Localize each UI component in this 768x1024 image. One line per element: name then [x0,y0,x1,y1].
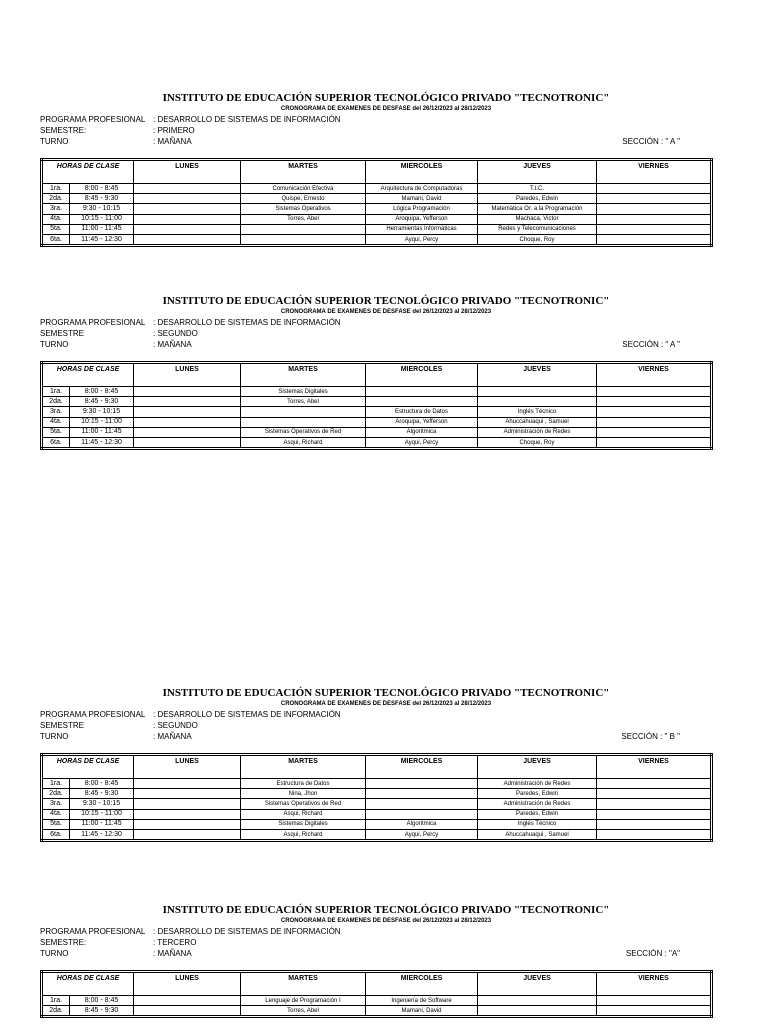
table-row [42,387,712,397]
period-number: 2da. [42,397,70,407]
cell-viernes [597,1006,712,1017]
semestre-value: : TERCERO [153,938,197,947]
semestre-value: : SEGUNDO [153,721,198,730]
cell-viernes [597,214,712,224]
cell-miercoles [366,809,478,819]
programa-value: : DESARROLLO DE SISTEMAS DE INFORMACIÓN [153,115,341,124]
cell-viernes [597,437,712,448]
cell-miercoles: Ayqui, Percy [366,829,478,840]
cell-martes [241,407,366,417]
cell-lunes [134,1006,241,1017]
period-time: 8:00 - 8:45 [70,996,134,1006]
cell-jueves: Redes y Telecomunicaciones [478,224,597,234]
cell-miercoles: Estructura de Datos [366,407,478,417]
period-time: 8:00 - 8:45 [70,779,134,789]
cell-miercoles: Lógica Programación [366,204,478,214]
cell-viernes [597,224,712,234]
cell-martes: Sistemas Digitales [241,387,366,397]
turno-value: : MAÑANA [153,340,192,349]
header-viernes: VIERNES [597,363,712,387]
header-viernes: VIERNES [597,972,712,996]
period-number: 4ta. [42,214,70,224]
table-row [42,184,712,194]
period-number: 1ra. [42,387,70,397]
period-time: 11:45 - 12:30 [70,829,134,840]
cell-jueves: Ahuccahuaqui , Samuel [478,417,597,427]
period-number: 2da. [42,194,70,204]
cell-viernes [597,996,712,1006]
cell-miercoles: Mamani, David [366,1006,478,1017]
cell-miercoles: Arquitectura de Computadoras [366,184,478,194]
period-number: 4ta. [42,809,70,819]
period-number: 3ra. [42,204,70,214]
cell-martes [241,417,366,427]
header-jueves: JUEVES [478,972,597,996]
period-time: 11:00 - 11:45 [70,427,134,437]
cell-jueves: Inglés Técnico [478,819,597,829]
seccion-label: SECCIÓN : " A " [622,340,680,349]
cell-martes: Lenguaje de Programación I [241,996,366,1006]
table-row [42,204,712,214]
cell-martes: Estructura de Datos [241,779,366,789]
cell-jueves: Matemática Or. a la Programación [478,204,597,214]
cell-miercoles: Ingeniería de Software [366,996,478,1006]
cell-jueves: T.I.C. [478,184,597,194]
schedule-segundo-b [40,687,710,842]
cell-viernes [597,427,712,437]
period-time: 9:30 - 10:15 [70,204,134,214]
seccion-label: SECCIÓN : " A " [622,137,680,146]
table-row [42,789,712,799]
cell-lunes [134,799,241,809]
header-lunes: LUNES [134,160,241,184]
semestre-label: SEMESTRE: [40,938,87,947]
cell-martes: Asqui, Richard [241,829,366,840]
programa-label: PROGRAMA PROFESIONAL [40,927,146,936]
schedule-subtitle: CRONOGRAMA DE EXAMENES DE DESFASE del 26/12/2023 al 28/12/2023 [280,918,492,924]
schedule-table [40,158,713,247]
table-row [42,1006,712,1017]
cell-martes: Asqui, Richard [241,809,366,819]
table-row [42,397,712,407]
cell-martes: Nina, Jhon [241,789,366,799]
header-miercoles: MIERCOLES [366,972,478,996]
period-time: 8:45 - 9:30 [70,397,134,407]
cell-miercoles [366,789,478,799]
table-row [42,996,712,1006]
turno-label: TURNO [40,732,69,741]
period-time: 9:30 - 10:15 [70,407,134,417]
table-row [42,799,712,809]
cell-jueves [478,996,597,1006]
programa-label: PROGRAMA PROFESIONAL [40,318,146,327]
cell-lunes [134,234,241,245]
programa-value: : DESARROLLO DE SISTEMAS DE INFORMACIÓN [153,927,341,936]
cell-lunes [134,809,241,819]
cell-miercoles: Ayqui, Percy [366,437,478,448]
cell-viernes [597,799,712,809]
period-number: 1ra. [42,779,70,789]
cell-miercoles: Algoritmica [366,819,478,829]
table-row [42,214,712,224]
header-miercoles: MIERCOLES [366,363,478,387]
programa-value: : DESARROLLO DE SISTEMAS DE INFORMACIÓN [153,318,341,327]
cell-viernes [597,789,712,799]
period-number: 6ta. [42,234,70,245]
cell-lunes [134,214,241,224]
schedule-info [40,926,710,970]
cell-martes: Torres, Abel [241,1006,366,1017]
schedule-segundo-a [40,295,710,450]
schedule-tercero-a [40,904,710,1018]
cell-lunes [134,194,241,204]
period-number: 5ta. [42,427,70,437]
programa-value: : DESARROLLO DE SISTEMAS DE INFORMACIÓN [153,710,341,719]
table-row [42,437,712,448]
cell-viernes [597,819,712,829]
cell-lunes [134,437,241,448]
cell-lunes [134,204,241,214]
cell-jueves: Choque, Roy [478,437,597,448]
cell-jueves: Administración de Redes [478,779,597,789]
programa-label: PROGRAMA PROFESIONAL [40,115,146,124]
period-number: 1ra. [42,184,70,194]
cell-martes: Sistemas Operativos de Red [241,799,366,809]
institute-title: INSTITUTO DE EDUCACIÓN SUPERIOR TECNOLÓGICO PRIVADO "TECNOTRONIC" [162,92,610,104]
cell-jueves [478,387,597,397]
semestre-label: SEMESTRE [40,329,85,338]
institute-title: INSTITUTO DE EDUCACIÓN SUPERIOR TECNOLÓGICO PRIVADO "TECNOTRONIC" [162,904,610,916]
cell-viernes [597,397,712,407]
semestre-label: SEMESTRE [40,721,85,730]
period-number: 1ra. [42,996,70,1006]
turno-label: TURNO [40,137,69,146]
period-number: 5ta. [42,224,70,234]
period-number: 3ra. [42,799,70,809]
schedule-info [40,317,710,361]
period-time: 8:00 - 8:45 [70,387,134,397]
schedule-table [40,361,713,450]
cell-miercoles [366,779,478,789]
turno-value: : MAÑANA [153,949,192,958]
cell-martes: Torres, Abel [241,397,366,407]
cell-miercoles: Aroquipa, Yefferson [366,417,478,427]
header-viernes: VIERNES [597,755,712,779]
cell-jueves: Administración de Redes [478,427,597,437]
schedule-info [40,709,710,753]
table-header-row [42,755,712,779]
turno-label: TURNO [40,340,69,349]
cell-jueves [478,397,597,407]
cell-lunes [134,387,241,397]
cell-viernes [597,194,712,204]
seccion-label: SECCIÓN : "A" [625,949,680,958]
cell-lunes [134,397,241,407]
cell-martes: Asqui, Richard [241,437,366,448]
table-header-row [42,972,712,996]
period-number: 2da. [42,1006,70,1017]
schedule-subtitle: CRONOGRAMA DE EXAMENES DE DESFASE del 26/12/2023 al 28/12/2023 [280,106,492,112]
cell-martes: Sistemas Operativos [241,204,366,214]
cell-jueves: Paredes, Edwin [478,789,597,799]
cell-viernes [597,779,712,789]
period-number: 6ta. [42,829,70,840]
table-row [42,819,712,829]
table-row [42,224,712,234]
turno-value: : MAÑANA [153,137,192,146]
header-horas-de-clase: HORAS DE CLASE [42,363,134,387]
period-time: 11:00 - 11:45 [70,224,134,234]
cell-lunes [134,829,241,840]
cell-lunes [134,996,241,1006]
period-number: 5ta. [42,819,70,829]
schedule-subtitle: CRONOGRAMA DE EXAMENES DE DESFASE del 26/12/2023 al 28/12/2023 [280,701,492,707]
cell-lunes [134,407,241,417]
period-number: 4ta. [42,417,70,427]
table-row [42,779,712,789]
period-time: 8:00 - 8:45 [70,184,134,194]
cell-jueves: Choque, Roy [478,234,597,245]
cell-jueves: Paredes, Edwin [478,809,597,819]
header-lunes: LUNES [134,755,241,779]
period-number: 6ta. [42,437,70,448]
cell-miercoles: Aroquipa, Yefferson [366,214,478,224]
header-jueves: JUEVES [478,363,597,387]
period-time: 11:45 - 12:30 [70,437,134,448]
table-row [42,829,712,840]
cell-viernes [597,417,712,427]
header-miercoles: MIERCOLES [366,755,478,779]
cell-martes: Torres, Abel [241,214,366,224]
schedule-subtitle: CRONOGRAMA DE EXAMENES DE DESFASE del 26/12/2023 al 28/12/2023 [280,309,492,315]
period-time: 8:45 - 9:30 [70,194,134,204]
cell-martes [241,234,366,245]
cell-jueves: Paredes, Edwin [478,194,597,204]
period-time: 10:15 - 11:00 [70,417,134,427]
cell-miercoles: Herramientas Informáticas [366,224,478,234]
cell-lunes [134,417,241,427]
header-viernes: VIERNES [597,160,712,184]
header-horas-de-clase: HORAS DE CLASE [42,972,134,996]
cell-viernes [597,407,712,417]
cell-jueves [478,1006,597,1017]
header-lunes: LUNES [134,972,241,996]
period-number: 2da. [42,789,70,799]
table-header-row [42,363,712,387]
cell-viernes [597,234,712,245]
cell-lunes [134,779,241,789]
cell-jueves: Machaca, Victor [478,214,597,224]
cell-viernes [597,184,712,194]
cell-miercoles: Ayqui, Percy [366,234,478,245]
table-row [42,194,712,204]
table-header-row [42,160,712,184]
header-jueves: JUEVES [478,160,597,184]
table-row [42,234,712,245]
table-row [42,809,712,819]
cell-lunes [134,184,241,194]
header-miercoles: MIERCOLES [366,160,478,184]
turno-label: TURNO [40,949,69,958]
institute-title: INSTITUTO DE EDUCACIÓN SUPERIOR TECNOLÓGICO PRIVADO "TECNOTRONIC" [162,687,610,699]
schedule-table [40,970,713,1018]
cell-jueves: Inglés Técnico [478,407,597,417]
semestre-value: : PRIMERO [153,126,195,135]
cell-jueves: Administración de Redes [478,799,597,809]
period-time: 8:45 - 9:30 [70,1006,134,1017]
cell-miercoles [366,397,478,407]
cell-miercoles: Mamani, David [366,194,478,204]
turno-value: : MAÑANA [153,732,192,741]
cell-miercoles [366,799,478,809]
cell-viernes [597,387,712,397]
cell-lunes [134,427,241,437]
semestre-label: SEMESTRE: [40,126,87,135]
period-number: 3ra. [42,407,70,417]
period-time: 8:45 - 9:30 [70,789,134,799]
cell-jueves: Ahuccahuaqui , Samuel [478,829,597,840]
institute-title: INSTITUTO DE EDUCACIÓN SUPERIOR TECNOLÓGICO PRIVADO "TECNOTRONIC" [162,295,610,307]
cell-miercoles [366,387,478,397]
table-row [42,407,712,417]
cell-martes: Quispe, Ernesto [241,194,366,204]
period-time: 9:30 - 10:15 [70,799,134,809]
semestre-value: : SEGUNDO [153,329,198,338]
cell-lunes [134,224,241,234]
header-martes: MARTES [241,755,366,779]
period-time: 10:15 - 11:00 [70,809,134,819]
schedule-primero-a [40,92,710,247]
period-time: 10:15 - 11:00 [70,214,134,224]
period-time: 11:00 - 11:45 [70,819,134,829]
seccion-label: SECCIÓN : " B " [621,732,680,741]
cell-martes [241,224,366,234]
schedule-info [40,114,710,158]
header-martes: MARTES [241,160,366,184]
header-horas-de-clase: HORAS DE CLASE [42,160,134,184]
table-row [42,417,712,427]
header-lunes: LUNES [134,363,241,387]
cell-lunes [134,789,241,799]
header-jueves: JUEVES [478,755,597,779]
cell-viernes [597,204,712,214]
cell-martes: Sistemas Operativos de Red [241,427,366,437]
header-martes: MARTES [241,363,366,387]
cell-martes: Sistemas Digitales [241,819,366,829]
programa-label: PROGRAMA PROFESIONAL [40,710,146,719]
period-time: 11:45 - 12:30 [70,234,134,245]
cell-martes: Comunicación Efectiva [241,184,366,194]
cell-lunes [134,819,241,829]
cell-viernes [597,809,712,819]
cell-miercoles: Algoritmica [366,427,478,437]
cell-viernes [597,829,712,840]
header-horas-de-clase: HORAS DE CLASE [42,755,134,779]
table-row [42,427,712,437]
schedule-table [40,753,713,842]
header-martes: MARTES [241,972,366,996]
